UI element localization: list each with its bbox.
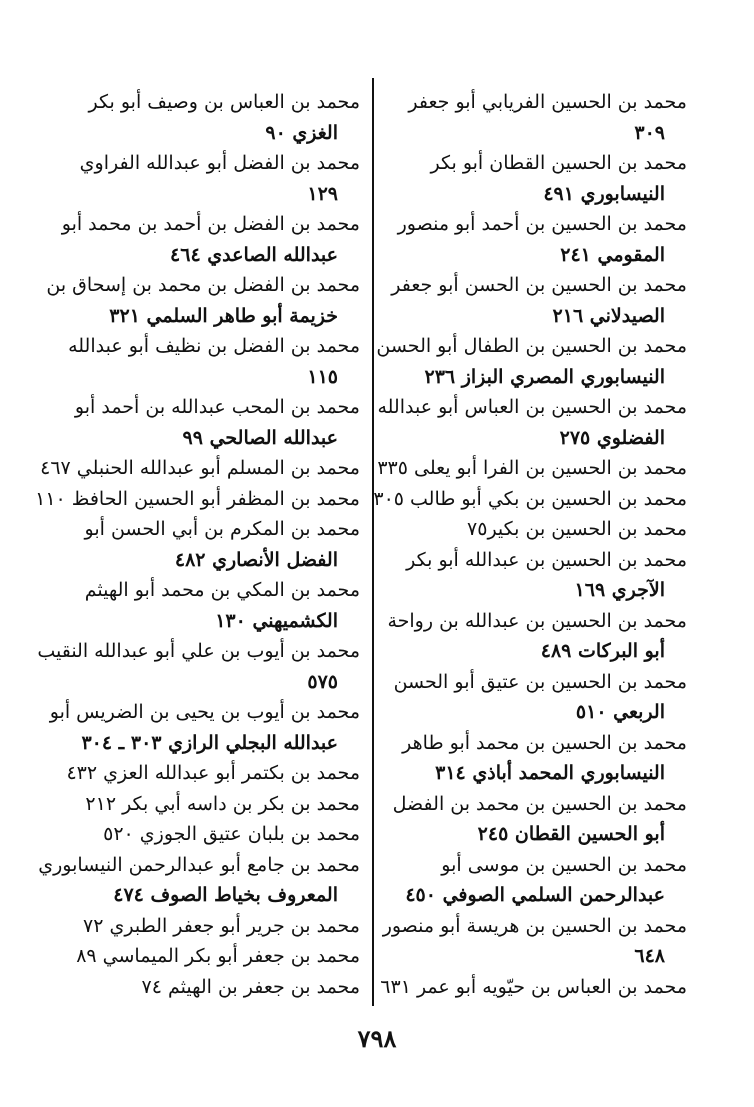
index-entry [383, 728, 687, 789]
column-divider [372, 78, 374, 1006]
entry-line: محمد بن أيوب بن يحيى بن الضريس أبو [49, 701, 360, 723]
index-entry [62, 789, 360, 820]
entry-continuation: الغزي ٩٠ [265, 121, 338, 144]
index-entry [40, 453, 360, 484]
index-entry [38, 850, 360, 911]
entry-line: محمد بن الفضل بن نظيف أبو عبدالله [68, 335, 360, 357]
entry-continuation: ٦٤٨ [634, 945, 665, 967]
entry-continuation: عبدالله الصاعدي ٤٦٤ [170, 243, 338, 266]
index-entry [383, 911, 687, 972]
entry-line: محمد بن المحب عبدالله بن أحمد أبو [74, 396, 360, 418]
index-entry [62, 87, 360, 148]
entry-line: محمد بن الحسين بن الطفال أبو الحسن [376, 335, 687, 357]
index-entry [383, 850, 687, 911]
index-entry [383, 606, 687, 667]
entry-continuation: الفضلوي ٢٧٥ [559, 426, 665, 449]
index-entry [62, 148, 360, 209]
entry-line: محمد بن المكرم بن أبي الحسن أبو [84, 518, 360, 540]
entry-line: محمد بن الحسين بن بكي أبو طالب ٣٠٥ [373, 487, 687, 510]
index-entry [35, 484, 360, 515]
index-entry [383, 148, 687, 209]
entry-line: محمد بن بلبان عتيق الجوزي ٥٢٠ [103, 823, 360, 845]
index-entry [383, 209, 687, 270]
entry-line: محمد بن الحسين بن الحسن أبو جعفر [391, 274, 687, 296]
index-entry [383, 545, 687, 606]
index-entry [62, 911, 360, 942]
entry-line: محمد بن جامع أبو عبدالرحمن النيسابوري [38, 853, 360, 876]
index-entry [62, 514, 360, 575]
entry-continuation: الربعي ٥١٠ [575, 701, 665, 723]
entry-line: محمد بن أيوب بن علي أبو عبدالله النقيب [37, 640, 360, 662]
entry-line: محمد بن الحسين بن محمد بن الفضل [392, 792, 687, 815]
entry-continuation: النيسابوري المحمد أباذي ٣١٤ [435, 762, 665, 784]
index-entry [62, 392, 360, 453]
entry-line: محمد بن الحسين بن عتيق أبو الحسن [393, 670, 687, 693]
entry-continuation: ١٢٩ [307, 182, 338, 205]
entry-continuation: خزيمة أبو طاهر السلمي ٣٢١ [109, 304, 338, 327]
entry-line: محمد بن الحسين الفريابي أبو جعفر [408, 91, 687, 113]
entry-continuation: النيسابوري المصري البزاز ٢٣٦ [424, 365, 665, 388]
index-entry [383, 514, 687, 545]
entry-line: محمد بن المسلم أبو عبدالله الحنبلي ٤٦٧ [40, 457, 360, 479]
index-entry [383, 789, 687, 850]
index-entry [62, 819, 360, 850]
page-number: ٧٩٨ [357, 1024, 397, 1053]
index-entry [380, 972, 687, 1003]
entry-continuation: ١١٥ [307, 365, 338, 388]
entry-line: محمد بن الفضل أبو عبدالله الفراوي [79, 152, 360, 174]
index-entry [383, 87, 687, 148]
index-entry [377, 453, 687, 484]
entry-continuation: الفضل الأنصاري ٤٨٢ [174, 548, 338, 571]
entry-line: محمد بن الحسين القطان أبو بكر [430, 152, 687, 174]
entry-line: محمد بن الحسين بن عبدالله أبو بكر [406, 548, 687, 571]
entry-line: محمد بن بكتمر أبو عبدالله العزي ٤٣٢ [66, 762, 360, 784]
entry-line: محمد بن الفضل بن محمد بن إسحاق بن [46, 274, 360, 296]
entry-line: محمد بن بكر بن داسه أبي بكر ٢١٢ [85, 792, 360, 815]
index-entry [49, 697, 360, 758]
entry-line: محمد بن المظفر أبو الحسين الحافظ ١١٠ [35, 487, 360, 510]
index-entry [62, 209, 360, 270]
entry-line: محمد بن الحسين بن أحمد أبو منصور [397, 213, 687, 235]
entry-line: محمد بن المكي بن محمد أبو الهيثم [84, 579, 360, 601]
entry-line: محمد بن الحسين بن العباس أبو عبدالله [377, 396, 687, 418]
entry-continuation: أبو الحسين القطان ٢٤٥ [477, 823, 665, 845]
index-entry [373, 484, 687, 515]
entry-continuation: الكشميهني ١٣٠ [215, 609, 338, 632]
index-entry [62, 331, 360, 392]
entry-continuation: عبدالرحمن السلمي الصوفي ٤٥٠ [405, 884, 665, 906]
index-entry [46, 270, 360, 331]
entry-continuation: المقومي ٢٤١ [560, 243, 665, 266]
entry-continuation: المعروف بخياط الصوف ٤٧٤ [113, 884, 338, 906]
entry-line: محمد بن الحسين بن عبدالله بن رواحة [387, 609, 687, 632]
entry-line: محمد بن الحسين بن بكير٧٥ [467, 518, 687, 540]
entry-line: محمد بن جرير أبو جعفر الطبري ٧٢ [83, 914, 360, 937]
entry-continuation: النيسابوري ٤٩١ [543, 182, 665, 205]
right-column [373, 87, 687, 1002]
index-entry [376, 331, 687, 392]
entry-continuation: عبدالله البجلي الرازي ٣٠٣ ـ ٣٠٤ [81, 731, 338, 754]
entry-continuation: الصيدلاني ٢١٦ [552, 304, 665, 327]
entry-continuation: الآجري ١٦٩ [574, 579, 665, 601]
entry-line: محمد بن الحسين بن هريسة أبو منصور [382, 914, 687, 937]
left-column [35, 87, 360, 1002]
entry-line: محمد بن العباس بن وصيف أبو بكر [88, 91, 360, 113]
entry-continuation: أبو البركات ٤٨٩ [540, 640, 665, 662]
index-entry [62, 758, 360, 789]
index-entry [62, 941, 360, 972]
entry-continuation: عبدالله الصالحي ٩٩ [182, 426, 338, 449]
entry-line: محمد بن الحسين بن موسى أبو [441, 853, 687, 876]
index-entry [37, 636, 360, 697]
entry-continuation: ٥٧٥ [307, 670, 338, 693]
entry-line: محمد بن العباس بن حيّويه أبو عمر ٦٣١ [380, 975, 687, 998]
entry-line: محمد بن الحسين بن محمد أبو طاهر [402, 731, 687, 754]
entry-line: محمد بن جعفر بن الهيثم ٧٤ [141, 975, 360, 998]
index-entry [62, 972, 360, 1003]
entry-line: محمد بن الفضل بن أحمد بن محمد أبو [61, 213, 360, 235]
index-entry [383, 667, 687, 728]
entry-line: محمد بن الحسين بن الفرا أبو يعلى ٣٣٥ [377, 457, 687, 479]
index-entry [377, 392, 687, 453]
entry-line: محمد بن جعفر أبو بكر الميماسي ٨٩ [76, 945, 360, 967]
entry-continuation: ٣٠٩ [634, 121, 665, 144]
index-entry [383, 270, 687, 331]
index-entry [62, 575, 360, 636]
